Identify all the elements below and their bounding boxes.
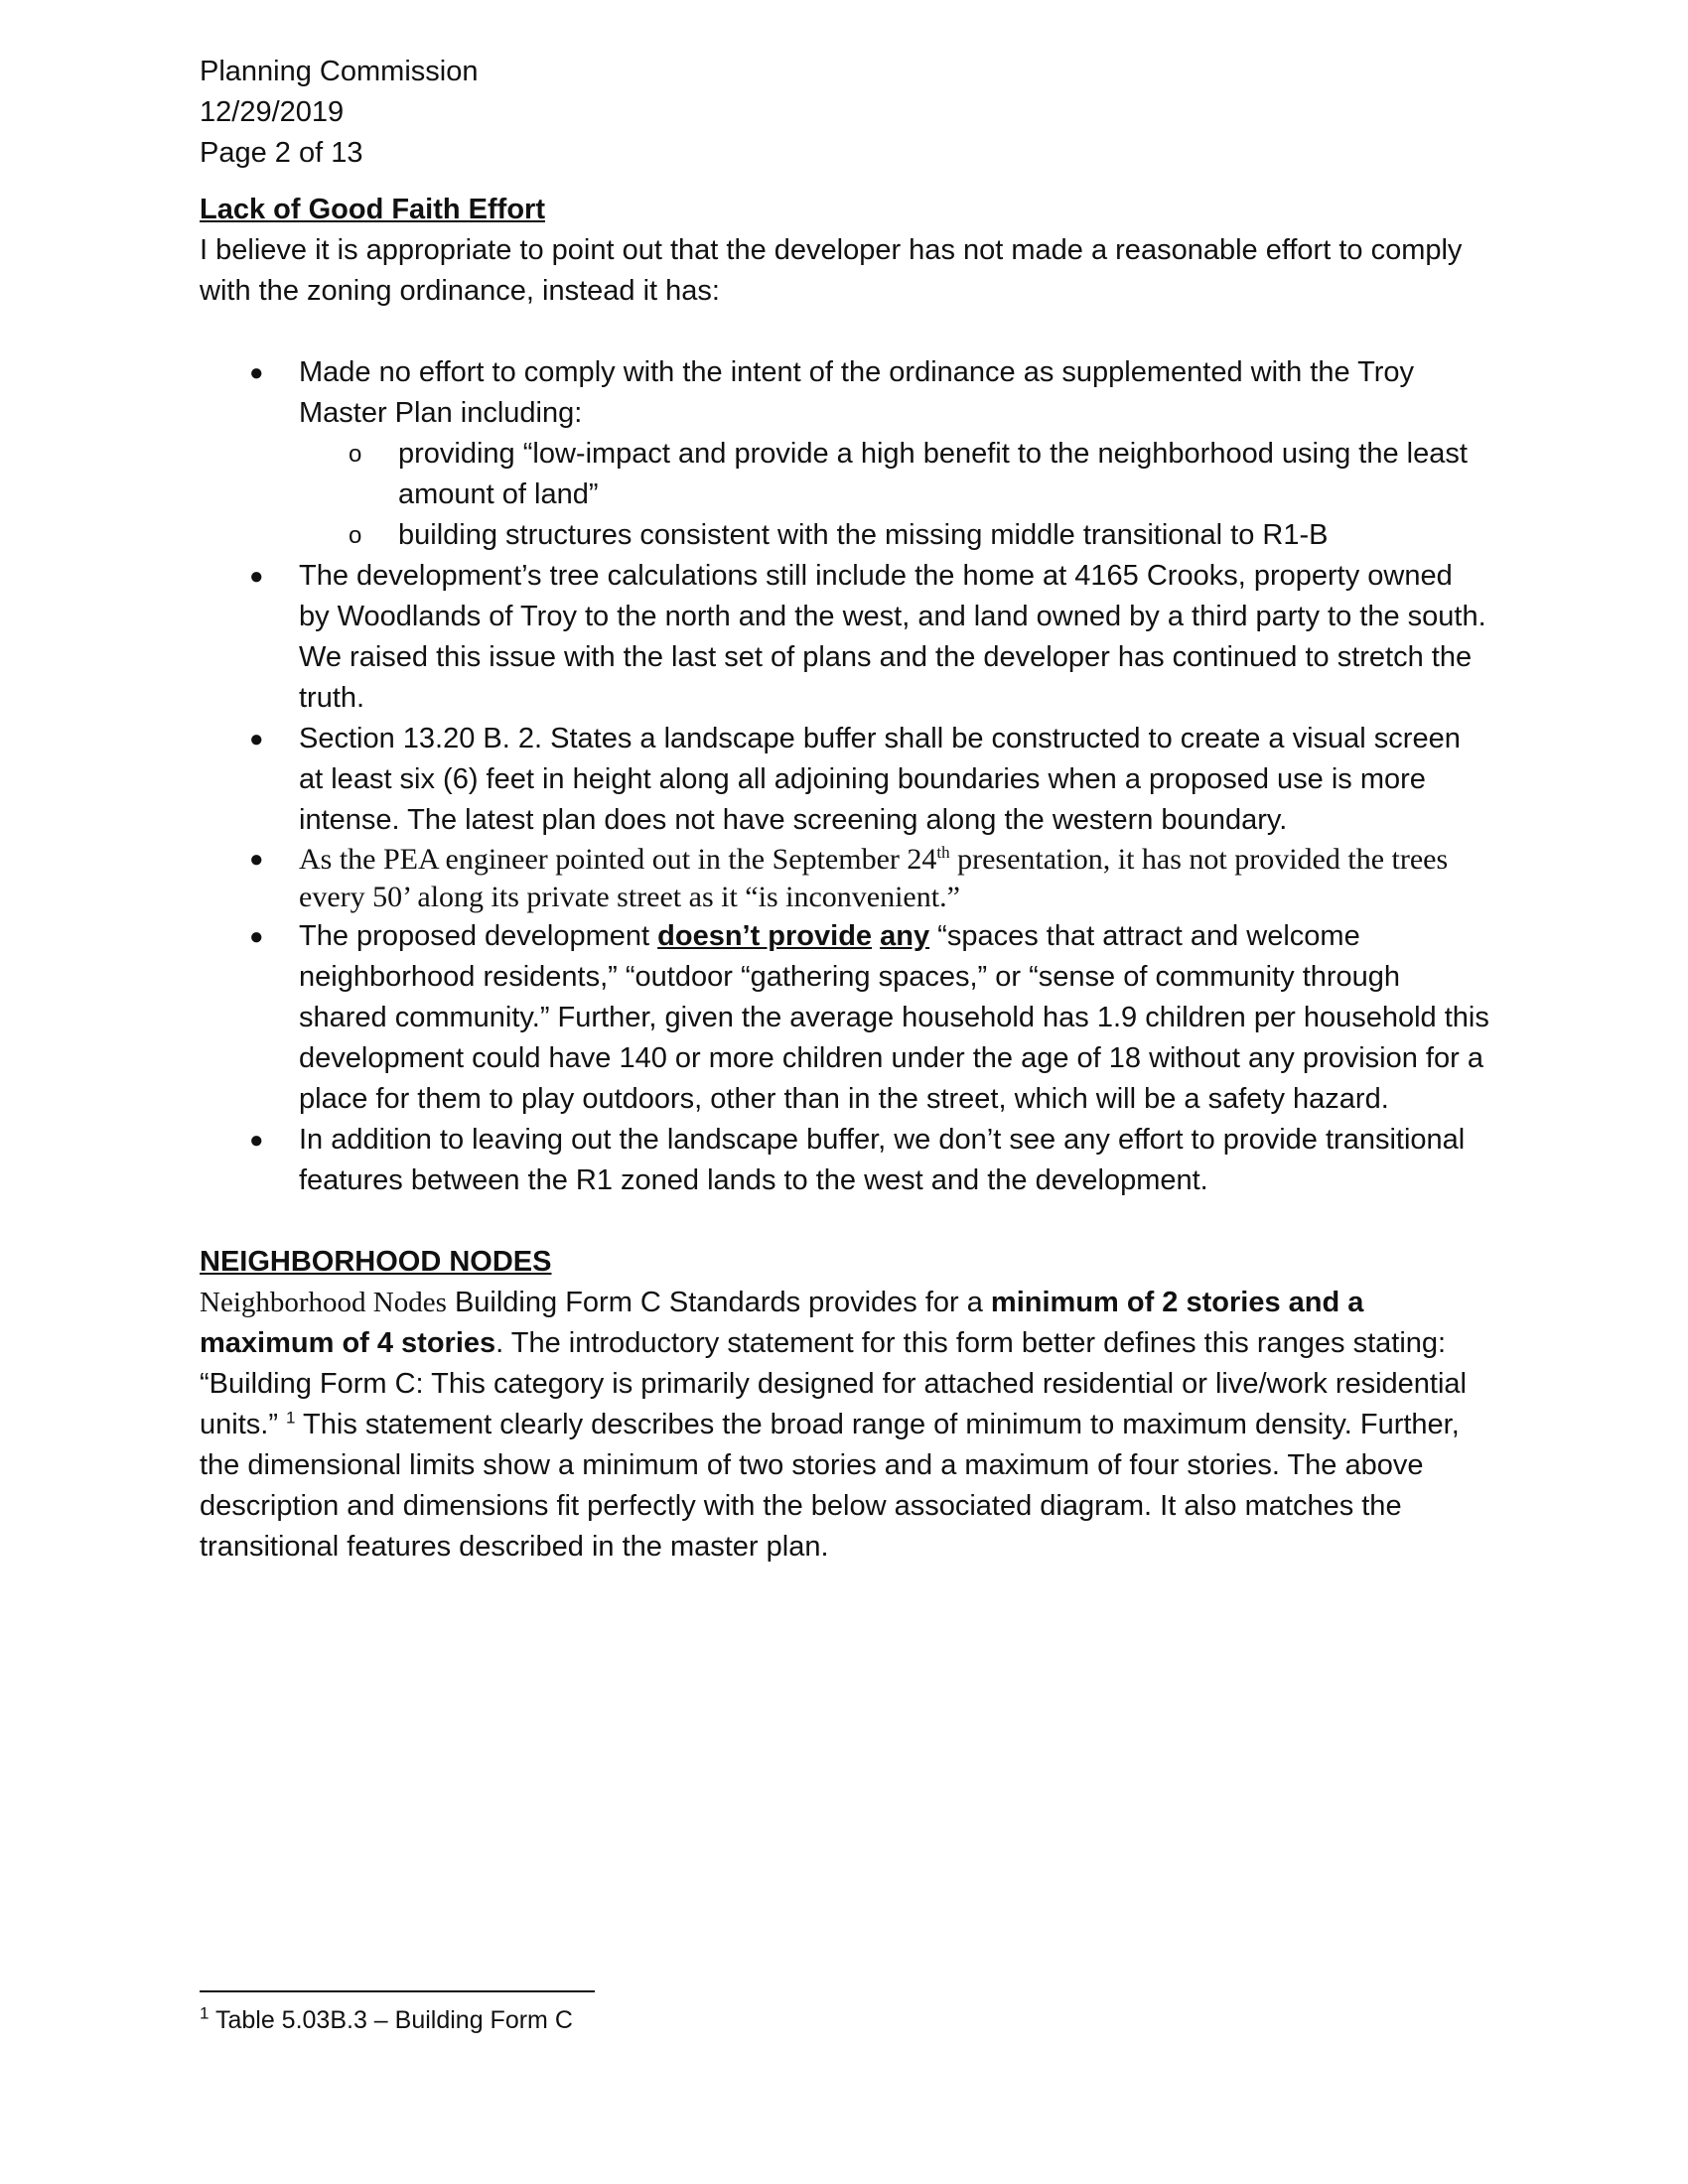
page-header — [200, 52, 1490, 174]
bullet-icon: ● — [249, 726, 264, 752]
bullet-icon: ● — [249, 359, 264, 386]
page-content — [200, 52, 1490, 1568]
list-item-text-a: The proposed development — [299, 920, 658, 952]
list-item — [200, 916, 1490, 1120]
bullet-list — [200, 352, 1490, 1201]
sub-bullet-icon: o — [349, 441, 362, 468]
footnote — [200, 2003, 573, 2037]
bullet-icon: ● — [249, 923, 264, 950]
list-item-text: Made no effort to comply with the intent of the ordinance as supplemented with the Troy Master Plan including: — [299, 356, 1415, 429]
bullet-icon: ● — [249, 847, 264, 873]
footnote-divider — [200, 1990, 595, 1992]
header-recipient: Planning Commission — [200, 56, 479, 87]
section-heading-good-faith: Lack of Good Faith Effort — [200, 194, 545, 225]
sub-list-item-text: providing “low-impact and provide a high benefit to the neighborhood using the least amount of land” — [398, 438, 1468, 510]
section-intro-paragraph: I believe it is appropriate to point out that the developer has not made a reasonable effort to comply with the zoning ordinance, instead it has: — [200, 234, 1463, 307]
bullet-icon: ● — [249, 1127, 264, 1154]
section-neighborhood-nodes — [200, 1242, 1490, 1568]
list-item — [200, 556, 1490, 719]
paragraph-lead-serif: Neighborhood Nodes — [200, 1287, 447, 1318]
bullet-icon: ● — [249, 563, 264, 590]
footnote-number: 1 — [200, 2003, 210, 2023]
list-item — [200, 352, 1490, 556]
section-good-faith — [200, 190, 1490, 1201]
list-item-text-b: presentation, it has not provided the trees every 50’ along its private street as it “is inconvenient.” — [299, 843, 1449, 913]
sub-list-item — [299, 434, 1490, 515]
sub-list-item-text: building structures consistent with the missing middle transitional to R1-B — [398, 519, 1329, 551]
list-item-text: Section 13.20 B. 2. States a landscape buffer shall be constructed to create a visual screen at least six (6) feet in height along all adjoining boundaries when a proposed use is more intense. The latest plan does not have screening along the western boundary. — [299, 723, 1461, 836]
list-item — [200, 1120, 1490, 1201]
neighborhood-nodes-paragraph — [200, 1283, 1490, 1568]
paragraph-text-c: This statement clearly describes the broad range of minimum to maximum density. Further, the dimensional limits show a minimum of two stories and a maximum of four stories. The above description and dimensions fit perfectly with the below associated diagram. It also matches the transitional features described in the master plan. — [200, 1409, 1460, 1563]
sub-bullet-list — [299, 434, 1490, 556]
ordinal-suffix: th — [936, 843, 950, 862]
footnote-text: Table 5.03B.3 – Building Form C — [209, 2006, 573, 2034]
emphasis-doesnt-provide: doesn’t provide — [657, 920, 873, 952]
sub-bullet-icon: o — [349, 522, 362, 549]
list-item — [200, 719, 1490, 841]
header-page-number: Page 2 of 13 — [200, 137, 363, 169]
paragraph-text-b: . The introductory statement for this form better defines this ranges stating: “Building Form C: This category is primarily designed for attached residential or live/work residential units.” — [200, 1327, 1467, 1440]
list-item-text: In addition to leaving out the landscape buffer, we don’t see any effort to provide transitional features between the R1 zoned lands to the west and the development. — [299, 1124, 1466, 1196]
header-date: 12/29/2019 — [200, 96, 345, 128]
paragraph-text-a: Building Form C Standards provides for a — [446, 1287, 991, 1318]
list-item-text-b: “spaces that attract and welcome neighborhood residents,” “outdoor “gathering spaces,” or “sense of community through shared community.” Further, given the average household has 1.9 children per household this development could have 140 or more children under the age of 18 without any provision for a place for them to play outdoors, other than in the street, which will be a safety hazard. — [299, 920, 1489, 1115]
list-item-text-space — [872, 920, 880, 952]
list-item-text: The development’s tree calculations still include the home at 4165 Crooks, property owned by Woodlands of Troy to the north and the west, and land owned by a third party to the south. We raised this issue with the last set of plans and the developer has continued to stretch the truth. — [299, 560, 1486, 714]
list-item — [200, 841, 1490, 916]
list-item-text-a: As the PEA engineer pointed out in the September 24 — [299, 843, 937, 876]
section-heading-neighborhood-nodes: NEIGHBORHOOD NODES — [200, 1246, 552, 1278]
footnote-reference[interactable]: 1 — [286, 1408, 296, 1428]
sub-list-item — [299, 515, 1490, 556]
paragraph-bold-text: minimum of 2 stories and a maximum of 4 stories — [200, 1287, 1364, 1359]
emphasis-any: any — [880, 920, 930, 952]
